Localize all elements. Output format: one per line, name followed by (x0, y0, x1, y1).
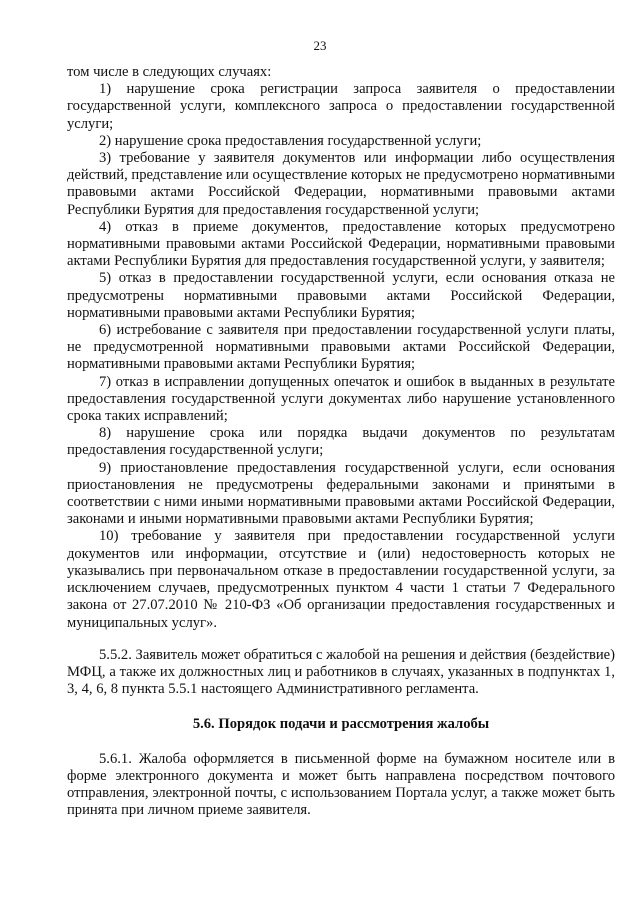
cases-list (67, 81, 615, 632)
case-item: 4) отказ в приеме документов, предоставление которых предусмотрено нормативными правовыми актами Российской Федерации, нормативными правовыми актами Республики Бурятия для предоставления государственной услуги, у заявителя; (67, 218, 615, 270)
case-item: 10) требование у заявителя при предоставлении государственной услуги документов или информации, отсутствие и (или) недостоверность которых не указывались при первоначальном отказе в предоставлении государственной услуги, за исключением случаев, предусмотренных пунктом 4 части 1 статьи 7 Федерального закона от 27.07.2010 № 210-ФЗ «Об организации предоставления государственных и муниципальных услуг». (67, 528, 615, 631)
section-heading: 5.6. Порядок подачи и рассмотрения жалобы (192, 716, 490, 733)
page-content (67, 64, 615, 819)
clause-5-6-1: 5.6.1. Жалоба оформляется в письменной форме на бумажном носителе или в форме электронного документа и может быть направлена посредством почтового отправления, электронной почты, с использованием Портала услуг, а также может быть принята при личном приеме заявителя. (67, 750, 615, 819)
page-number: 23 (313, 38, 327, 53)
case-item: 6) истребование с заявителя при предоставлении государственной услуги платы, не предусмотренной нормативными правовыми актами Российской Федерации, нормативными правовыми актами Республики Бурятия; (67, 322, 615, 373)
intro-line: том числе в следующих случаях: (67, 64, 272, 80)
case-item: 3) требование у заявителя документов или информации либо осуществления действий, представление или осуществление которых не предусмотрено нормативными правовыми актами Российской Федерации, нормативными правовыми актами Республики Бурятия для предоставления государственной услуги; (67, 150, 615, 218)
clause-5-5-2: 5.5.2. Заявитель может обратиться с жалобой на решения и действия (бездействие) МФЦ, а также их должностных лиц и работников в случаях, указанных в подпунктах 1, 3, 4, 6, 8 пункта 5.5.1 настоящего Административного регламента. (67, 646, 615, 698)
case-item: 9) приостановление предоставления государственной услуги, если основания приостановления не предусмотрены федеральными законами и принятыми в соответствии с ними иными нормативными правовыми актами Российской Федерации, законами и иными нормативными правовыми актами Республики Бурятия; (67, 459, 615, 528)
case-item: 5) отказ в предоставлении государственной услуги, если основания отказа не предусмотрены нормативными правовыми актами Российской Федерации, нормативными правовыми актами Республики Бурятия; (67, 270, 615, 321)
case-item: 8) нарушение срока или порядка выдачи документов по результатам предоставления государственной услуги; (67, 425, 615, 459)
case-item: 2) нарушение срока предоставления государственной услуги; (99, 132, 482, 149)
case-item: 7) отказ в исправлении допущенных опечаток и ошибок в выданных в результате предоставления государственной услуги документах либо нарушение установленного срока таких исправлений; (67, 373, 615, 425)
case-item: 1) нарушение срока регистрации запроса заявителя о предоставлении государственной услуги, комплексного запроса о предоставлении государственной услуги; (67, 81, 615, 132)
